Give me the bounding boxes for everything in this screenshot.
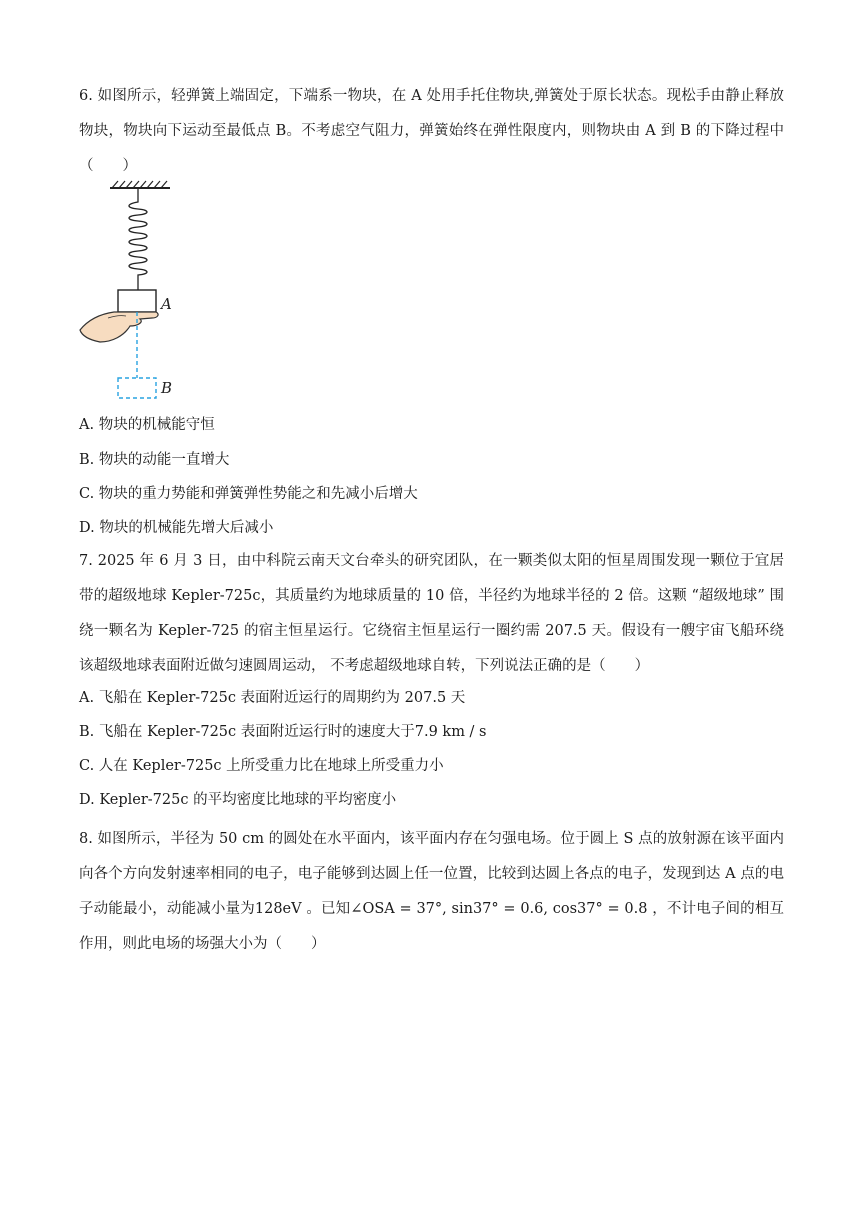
label-b: B — [161, 379, 173, 397]
block-at-a — [118, 290, 156, 312]
q6-option-c: C. 物块的重力势能和弹簧弹性势能之和先减小后增大 — [79, 486, 418, 502]
hand-icon — [80, 312, 158, 342]
block-at-b — [118, 378, 156, 398]
spring-block-figure — [78, 180, 188, 400]
question-8-stem: 8. 如图所示，半径为 50 cm 的圆处在水平面内，该平面内存在匀强电场。位于圆上 S 点的放射源在该平面内向各个方向发射速率相同的电子，电子能够到达圆上任一位置，比较到达圆上各点的电子，发现到达 A 点的电子动能最小，动能减小量为128eV 。已知∠OSA = 37°, sin37° = 0.6, cos37° = 0.8 ，不计电子间的相互作用，则此电场的场强大小为（ ） — [79, 831, 784, 952]
question-6-stem: 6. 如图所示，轻弹簧上端固定，下端系一物块，在 A 处用手托住物块,弹簧处于原长状态。现松手由静止释放物块，物块向下运动至最低点 B。不考虑空气阻力，弹簧始终在弹性限度内，则物块由 A 到 B 的下降过程中（ ） — [79, 88, 784, 174]
ceiling-hatch — [112, 181, 167, 188]
q7-option-a: A. 飞船在 Kepler-725c 表面附近运行的周期约为 207.5 天 — [79, 690, 466, 706]
q6-option-a: A. 物块的机械能守恒 — [79, 417, 215, 433]
label-a: A — [161, 295, 172, 313]
q7-option-c: C. 人在 Kepler-725c 上所受重力比在地球上所受重力小 — [79, 758, 444, 774]
spring-icon — [129, 188, 147, 290]
q6-option-d: D. 物块的机械能先增大后减小 — [79, 520, 274, 536]
q7-option-b: B. 飞船在 Kepler-725c 表面附近运行时的速度大于7.9 km / s — [79, 724, 487, 740]
question-7-stem: 7. 2025 年 6 月 3 日，由中科院云南天文台牵头的研究团队，在一颗类似太阳的恒星周围发现一颗位于宜居带的超级地球 Kepler-725c，其质量约为地球质量的 10 倍，半径约为地球半径的 2 倍。这颗 “超级地球” 围绕一颗名为 Kepler-725 的宿主恒星运行。它绕宿主恒星运行一圈约需 207.5 天。假设有一艘宇宙飞船环绕该超级地球表面附近做匀速圆周运动， 不考虑超级地球自转，下列说法正确的是（ ） — [79, 553, 784, 674]
q7-option-d: D. Kepler-725c 的平均密度比地球的平均密度小 — [79, 792, 397, 808]
q6-option-b: B. 物块的动能一直增大 — [79, 452, 230, 468]
